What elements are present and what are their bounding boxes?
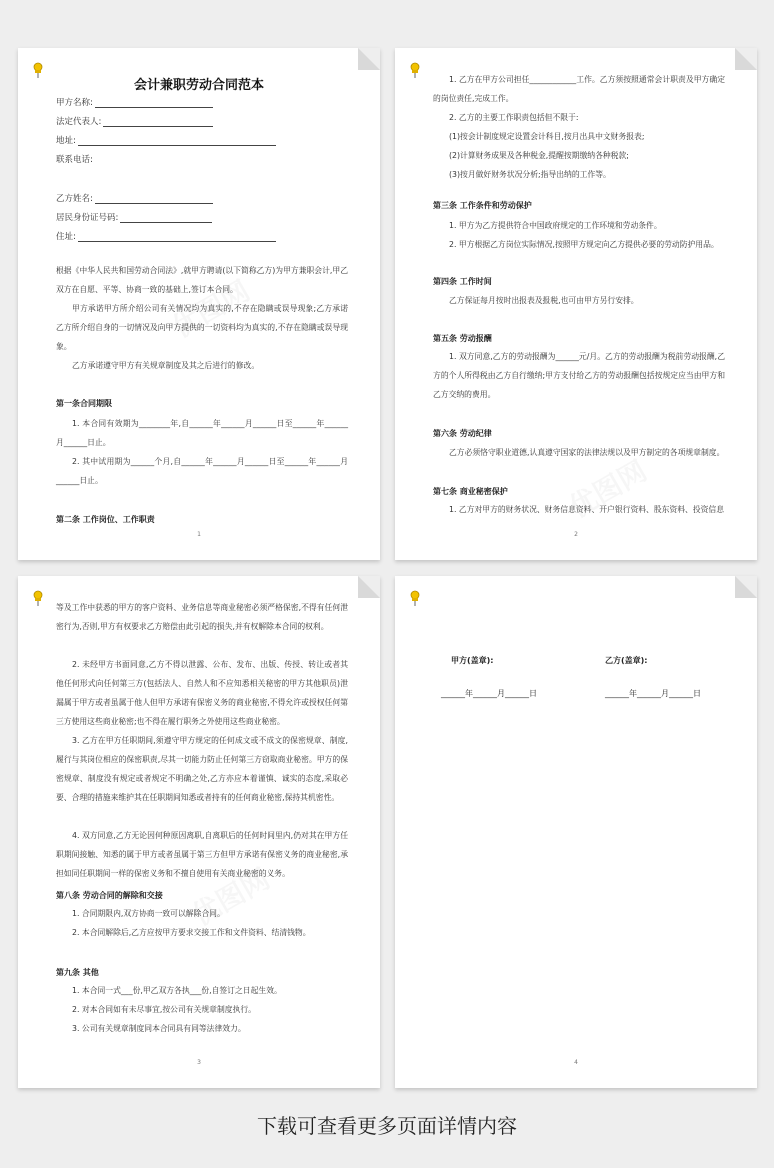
party-b-seal-label: 乙方(盖章): [605,656,648,665]
phone-field: 联系电话: [56,155,93,165]
clause-1-1: 1. 本合同有效期为________年,自______年______月______日至______年______月______日止。 [56,419,348,447]
page-curl-icon [358,48,380,70]
party-a-seal-label: 甲方(盖章): [451,656,494,665]
clause-7-4: 4. 双方同意,乙方无论因何种原因离职,自离职后的任何时间里内,仍对其在甲方任职期间接触、知悉的属于甲方或者虽属于第三方但甲方承诺有保密义务的商业秘密,承担如同任职期间一样的保密义务和不擅自使用有关商业秘密的义务。 [56,831,348,878]
commitment-paragraph-b: 乙方承诺遵守甲方有关规章制度及其之后进行的修改。 [72,361,260,370]
residence-field: 住址: [56,230,276,242]
clause-1-2: 2. 其中试用期为______个月,自______年______月______日至______年______月______日止。 [56,457,348,485]
page-number: 3 [197,1059,201,1066]
document-page-1 [18,48,380,560]
pushpin-icon [409,590,421,606]
clause-3-2: 2. 甲方根据乙方岗位实际情况,按照甲方规定向乙方提供必要的劳动防护用品。 [449,240,719,249]
clause-6: 乙方必须恪守职业道德,认真遵守国家的法律法规以及甲方制定的各项规章制度。 [449,448,725,457]
section-1-heading: 第一条合同期限 [56,399,112,408]
page-curl-icon [735,576,757,598]
clause-9-3: 3. 公司有关规章制度同本合同具有同等法律效力。 [72,1024,246,1033]
section-2-heading: 第二条 工作岗位、工作职责 [56,515,155,524]
clause-8-1: 1. 合同期限内,双方协商一致可以解除合同。 [72,909,225,918]
document-page-3 [18,576,380,1088]
page-number: 1 [197,531,201,538]
pushpin-icon [409,62,421,78]
section-3-heading: 第三条 工作条件和劳动保护 [433,201,532,210]
clause-4: 乙方保证每月按时出报表及报税,也可由甲方另行安排。 [449,296,639,305]
page-number: 4 [574,1059,578,1066]
clause-7-1: 1. 乙方对甲方的财务状况、财务信息资料、开户银行资料、股东资料、投资信息 [449,505,725,514]
document-page-4 [395,576,757,1088]
section-4-heading: 第四条 工作时间 [433,277,492,286]
party-a-name-field: 甲方名称: [56,96,213,108]
section-8-heading: 第八条 劳动合同的解除和交接 [56,891,163,900]
party-b-name-field: 乙方姓名: [56,192,213,204]
pushpin-icon [32,590,44,606]
clause-2-1: 1. 乙方在甲方公司担任____________工作。乙方须按照通常会计职责及甲方确定的岗位责任,完成工作。 [433,75,725,103]
clause-7-3: 3. 乙方在甲方任职期间,须遵守甲方规定的任何成文或不成文的保密规章、制度,履行与其岗位相应的保密职责,尽其一切能力防止任何第三方窃取商业秘密。甲方的保密规章、制度没有规定或者规定不明确之处,乙方亦应本着谨慎、诚实的态度,采取必要、合理的措施来维护其在任职期间知悉或者持有的任何商业秘密,保持其机密性。 [56,736,348,802]
clause-8-2: 2. 本合同解除后,乙方应按甲方要求交接工作和文件资料、结清钱物。 [72,928,311,937]
clause-2-2: 2. 乙方的主要工作职责包括但不限于: [449,113,579,122]
party-b-sign-date: ______年______月______日 [605,689,701,698]
legal-rep-field: 法定代表人: [56,115,213,127]
page-curl-icon [358,576,380,598]
clause-2-2b: (2)计算财务成果及各种税金,提醒按期缴纳各种税款; [449,151,629,160]
clause-2-2a: (1)按会计制度规定设置会计科目,按月出具中文财务报表; [449,132,645,141]
party-a-sign-date: ______年______月______日 [441,689,537,698]
clause-2-2c: (3)按月做好财务状况分析;指导出纳的工作等。 [449,170,611,179]
clause-3-1: 1. 甲方为乙方提供符合中国政府规定的工作环境和劳动条件。 [449,221,662,230]
clause-5: 1. 双方同意,乙方的劳动报酬为______元/月。乙方的劳动报酬为税前劳动报酬,乙方的个人所得税由乙方自行缴纳;甲方支付给乙方的劳动报酬包括按规定应当由甲方和乙方交纳的费用。 [433,352,725,399]
clause-7-2: 2. 未经甲方书面同意,乙方不得以泄露、公布、发布、出版、传授、转让或者其他任何形式向任何第三方(包括法人、自然人和不应知悉相关秘密的甲方其他职员)泄漏属于甲方或者虽属于他人但甲方承诺有保密义务的商业秘密,不得允许或授权任何第三方使用这些商业秘密;也不得在履行职务之外使用这些商业秘密。 [56,660,348,726]
section-6-heading: 第六条 劳动纪律 [433,429,492,438]
intro-paragraph: 根据《中华人民共和国劳动合同法》,就甲方聘请(以下简称乙方)为甲方兼职会计,甲乙双方在自愿、平等、协商一致的基础上,签订本合同。 [56,266,348,294]
document-page-2 [395,48,757,560]
section-5-heading: 第五条 劳动报酬 [433,334,492,343]
id-number-field: 居民身份证号码: [56,211,212,223]
section-7-heading: 第七条 商业秘密保护 [433,487,508,496]
section-9-heading: 第九条 其他 [56,968,99,977]
clause-9-1: 1. 本合同一式___份,甲乙双方各执___份,自签订之日起生效。 [72,986,282,995]
clause-7-1-continued: 等及工作中获悉的甲方的客户资料、业务信息等商业秘密必须严格保密,不得有任何泄密行为,否则,甲方有权要求乙方赔偿由此引起的损失,并有权解除本合同的权利。 [56,603,348,631]
commitment-paragraph-a: 甲方承诺甲方所介绍公司有关情况均为真实的,不存在隐瞒或误导现象;乙方承诺乙方所介绍自身的一切情况及向甲方提供的一切资料均为真实的,不存在隐瞒或误导现象。 [56,304,348,351]
address-field: 地址: [56,134,276,146]
document-title: 会计兼职劳动合同范本 [133,78,264,93]
download-caption: 下载可查看更多页面详情内容 [257,1114,517,1138]
page-curl-icon [735,48,757,70]
page-number: 2 [574,531,578,538]
clause-9-2: 2. 对本合同如有未尽事宜,按公司有关规章制度执行。 [72,1005,256,1014]
